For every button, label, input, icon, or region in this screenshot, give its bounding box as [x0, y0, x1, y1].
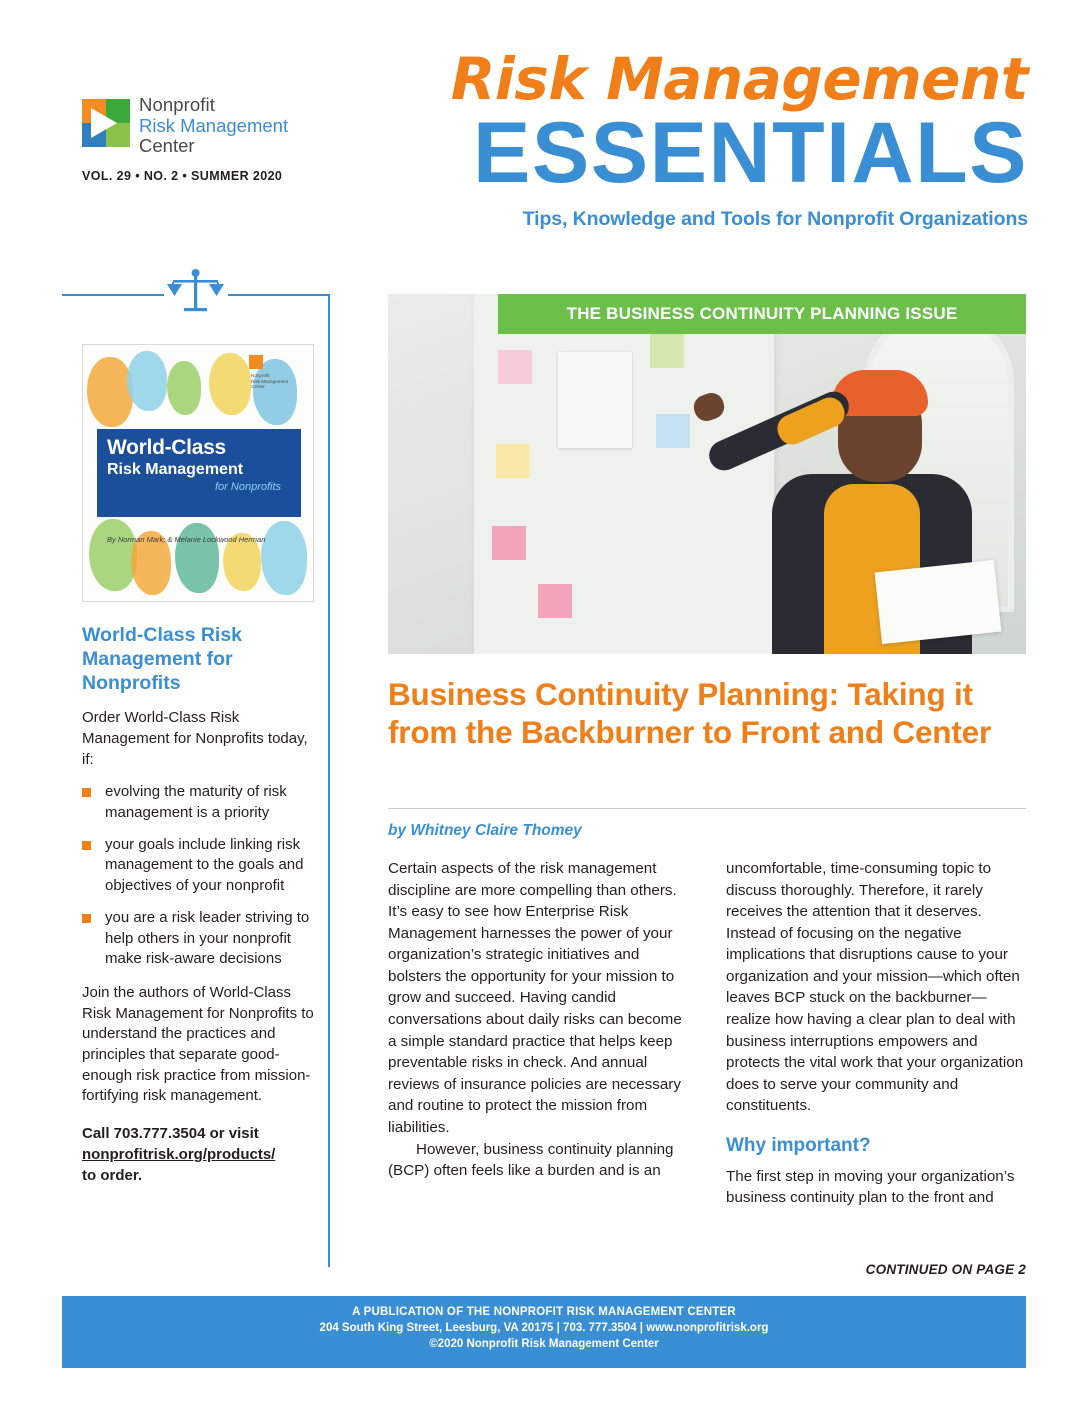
- book-subtitle: for Nonprofits: [215, 481, 282, 494]
- book-logo-line-2: Risk Management: [251, 378, 289, 384]
- page-footer: [62, 1296, 1026, 1368]
- title-block: [388, 45, 1028, 231]
- issue-banner: THE BUSINESS CONTINUITY PLANNING ISSUE: [498, 294, 1026, 334]
- logo-line-1: Nonprofit: [139, 94, 215, 115]
- article-column-2: [726, 858, 1026, 1258]
- book-title-line-1: World-Class: [107, 436, 226, 459]
- continued-note: CONTINUED ON PAGE 2: [865, 1262, 1026, 1277]
- footer-line-1: A PUBLICATION OF THE NONPROFIT RISK MANAGEMENT CENTER: [352, 1306, 736, 1318]
- cta-order-line: to order.: [82, 1167, 143, 1185]
- book-cover-image: [82, 344, 314, 602]
- article-headline: Business Continuity Planning: Taking it from the Backburner to Front and Center: [388, 676, 992, 750]
- list-item-label: your goals include linking risk management to the goals and objectives of your nonprofit: [105, 835, 304, 895]
- logo-line-2: Risk Management: [139, 114, 289, 136]
- list-item-label: evolving the maturity of risk management is a priority: [105, 783, 287, 822]
- col2-subhead: Why important?: [726, 1134, 871, 1156]
- article-columns: [388, 858, 1026, 1258]
- col1-paragraph-2: However, business continuity planning (BCP) often feels like a burden and is an: [388, 1140, 674, 1180]
- book-cover-logo: [249, 355, 301, 390]
- title-script: Risk Management: [450, 45, 1028, 113]
- article-byline: by Whitney Claire Thomey: [388, 822, 582, 839]
- sidebar-cta: [82, 1123, 314, 1186]
- book-title-line-2: Risk Management: [107, 461, 244, 479]
- masthead: [0, 0, 1088, 268]
- sidebar-bullet-list: [82, 782, 314, 970]
- sidebar-intro: Order World-Class Risk Management for Nonprofits today, if:: [82, 709, 308, 768]
- logo-line-3: Center: [139, 135, 195, 157]
- hero-photo: [388, 294, 1026, 654]
- article-column-1: [388, 858, 688, 1258]
- balance-scale-icon: [164, 268, 228, 320]
- col1-paragraph-1: Certain aspects of the risk management discipline are more compelling than others. It’s easy to see how Enterprise Risk Management harnesses the power of your organization’s strategic initiatives and bolsters the opportunity for your mission to grow and succeed. Having candid conversations about daily risks can become a simple standard practice that helps keep preventable risks in check. And annual reviews of insurance policies are necessary and routine to protect the mission from liabilities.: [388, 860, 682, 1136]
- issue-line: VOL. 29 • NO. 2 • SUMMER 2020: [82, 169, 283, 184]
- cta-phone-line: Call 703.777.3504 or visit: [82, 1125, 259, 1143]
- list-item: [82, 835, 314, 897]
- cta-link[interactable]: nonprofitrisk.org/products/: [82, 1146, 276, 1164]
- sidebar: [82, 344, 314, 1186]
- book-authors: By Norman Mark; & Melanie Lockwood Herman: [107, 535, 266, 544]
- book-logo-line-1: Nonprofit: [251, 373, 270, 378]
- headline-rule: [388, 808, 1026, 809]
- footer-line-3: ©2020 Nonprofit Risk Management Center: [429, 1338, 659, 1350]
- tagline: Tips, Knowledge and Tools for Nonprofit Organizations: [522, 207, 1028, 230]
- title-main: ESSENTIALS: [473, 105, 1028, 201]
- col2-paragraph-1: uncomfortable, time-consuming topic to discuss thoroughly. Therefore, it rarely receives the attention that it deserves. Instead of focusing on the negative implications that disruptions cause to your organization and your mission—which often leaves BCP stuck on the backburner—realize how having a clear plan to deal with business interruptions empowers and protects the vital work that your organization does to serve your community and constituents.: [726, 860, 1024, 1115]
- square-bullet-icon: [82, 788, 91, 797]
- footer-line-2: 204 South King Street, Leesburg, VA 20175 | 703. 777.3504 | www.nonprofitrisk.org: [319, 1322, 769, 1334]
- col2-paragraph-2: The first step in moving your organization’s business continuity plan to the front and: [726, 1167, 1015, 1207]
- book-title-band: [97, 429, 301, 517]
- sidebar-closing: Join the authors of World-Class Risk Management for Nonprofits to understand the practices and principles that separate good-enough risk practice from mission-fortifying risk management.: [82, 983, 314, 1105]
- sidebar-vertical-rule: [328, 294, 330, 1267]
- nrmc-logo-icon: [82, 99, 130, 147]
- book-logo-line-3: Center: [251, 384, 265, 390]
- square-bullet-icon: [82, 914, 91, 923]
- list-item: [82, 782, 314, 823]
- publisher-logo-block: [82, 95, 312, 183]
- square-bullet-icon: [82, 841, 91, 850]
- sidebar-heading: World-Class Risk Management for Nonprofits: [82, 624, 243, 694]
- list-item-label: you are a risk leader striving to help others in your nonprofit make risk-aware decisions: [105, 908, 310, 968]
- list-item: [82, 908, 314, 970]
